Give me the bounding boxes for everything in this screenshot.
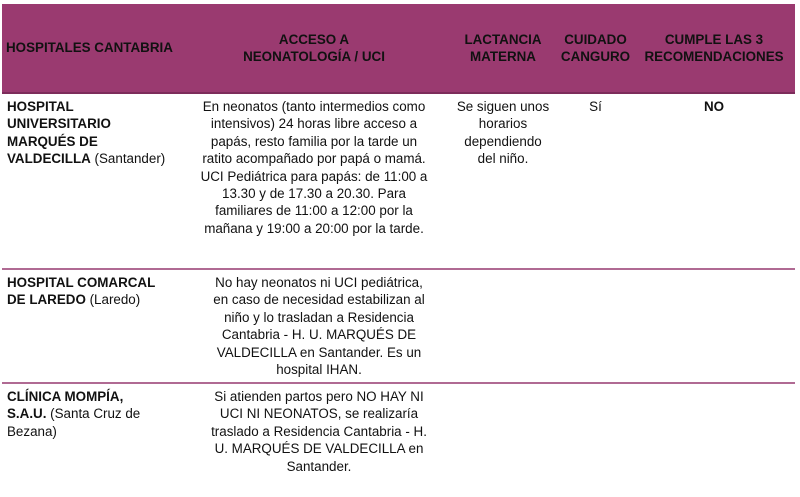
hospital-name-line: HOSPITAL (7, 99, 74, 114)
acceso-line: Cantabria - H. U. MARQUÉS DE (221, 327, 417, 343)
hospital-name-cell (2, 270, 180, 382)
header-acceso-line1: ACCESO A (278, 31, 350, 47)
hospital-name-line: UNIVERSITARIO (7, 116, 111, 132)
hospital-name-line: HOSPITAL COMARCAL (7, 275, 156, 290)
header-hospitales (2, 4, 180, 92)
canguro-cell (558, 384, 633, 497)
acceso-cell (180, 270, 448, 382)
header-cumple (633, 4, 795, 92)
cumple-cell (633, 94, 795, 268)
acceso-line: No hay neonatos ni UCI pediátrica, (215, 275, 423, 290)
header-lactancia (448, 4, 558, 92)
lactancia-cell (448, 384, 558, 497)
acceso-line: Si atienden partos pero NO HAY NI (214, 389, 424, 404)
acceso-line: en caso de necesidad estabilizan al (213, 292, 425, 308)
header-canguro-line2: CANGURO (560, 49, 631, 64)
acceso-line: traslado a Residencia Cantabria - H. (211, 423, 427, 439)
table-row (2, 384, 795, 497)
hospitals-table (2, 4, 795, 497)
hospital-location: (Laredo) (85, 292, 141, 308)
acceso-cell (180, 384, 448, 497)
header-lactancia-line2: MATERNA (470, 49, 536, 64)
acceso-cell (180, 94, 448, 268)
header-acceso-line2: NEONATOLOGÍA / UCI (243, 49, 385, 64)
acceso-line: niño y lo trasladan a Residencia (224, 309, 414, 325)
canguro-cell (558, 270, 633, 382)
lactancia-line: dependiendo (464, 133, 542, 149)
hospital-name-line: S.A.U. (7, 406, 47, 422)
lactancia-line: Se siguen unos (456, 99, 550, 114)
acceso-line: UCI NI NEONATOS, se realizaría (219, 406, 419, 422)
acceso-line: UCI Pediátrica para papás: de 11:00 a (200, 168, 428, 184)
acceso-line: ratito acompañado por papá o mamá. (202, 151, 426, 167)
header-hospitales-label: HOSPITALES CANTABRIA (6, 40, 173, 56)
cumple-value: NO (703, 99, 725, 114)
header-cumple-line1: CUMPLE LAS 3 (664, 31, 764, 47)
cumple-cell (633, 384, 795, 497)
lactancia-cell (448, 94, 558, 268)
hospital-name-line: VALDECILLA (7, 151, 91, 167)
acceso-line: hospital IHAN. (276, 362, 362, 378)
hospital-name-cell (2, 94, 180, 268)
hospital-name-cell (2, 384, 180, 497)
acceso-line: familiares de 11:00 a 12:00 por la (215, 203, 413, 219)
cumple-cell (633, 270, 795, 382)
hospital-name-line: DE LAREDO (7, 292, 86, 308)
header-canguro (558, 4, 633, 92)
table-header-row (2, 4, 795, 94)
canguro-cell (558, 94, 633, 268)
acceso-line: papás, resto familia por la tarde un (210, 133, 418, 149)
hospital-name-line: MARQUÉS DE (7, 133, 98, 149)
lactancia-line: del niño. (477, 151, 529, 167)
acceso-line: 13.30 y de 17.30 a 20.30. Para (222, 186, 406, 202)
lactancia-cell (448, 270, 558, 382)
header-cumple-line2: RECOMENDACIONES (644, 49, 784, 64)
acceso-line: VALDECILLA en Santander. Es un (216, 344, 422, 360)
hospital-location-line2: Bezana) (7, 423, 57, 439)
header-lactancia-line1: LACTANCIA (464, 31, 542, 47)
acceso-line: mañana y 19:00 a 20:00 por la tarde. (204, 220, 424, 236)
table-row (2, 94, 795, 270)
acceso-line: En neonatos (tanto intermedios como (202, 99, 426, 114)
hospital-location: (Santander) (90, 151, 166, 167)
canguro-value: Sí (589, 99, 602, 114)
hospital-location: (Santa Cruz de (46, 406, 141, 422)
lactancia-line: horarios (478, 116, 528, 132)
acceso-line: intensivos) 24 horas libre acceso a (210, 116, 418, 132)
hospital-name-line: CLÍNICA MOMPÍA, (7, 389, 124, 404)
header-canguro-line1: CUIDADO (564, 31, 627, 47)
header-acceso (180, 4, 448, 92)
acceso-line: Santander. (286, 458, 352, 474)
table-row (2, 270, 795, 384)
acceso-line: U. MARQUÉS DE VALDECILLA en (214, 441, 424, 457)
